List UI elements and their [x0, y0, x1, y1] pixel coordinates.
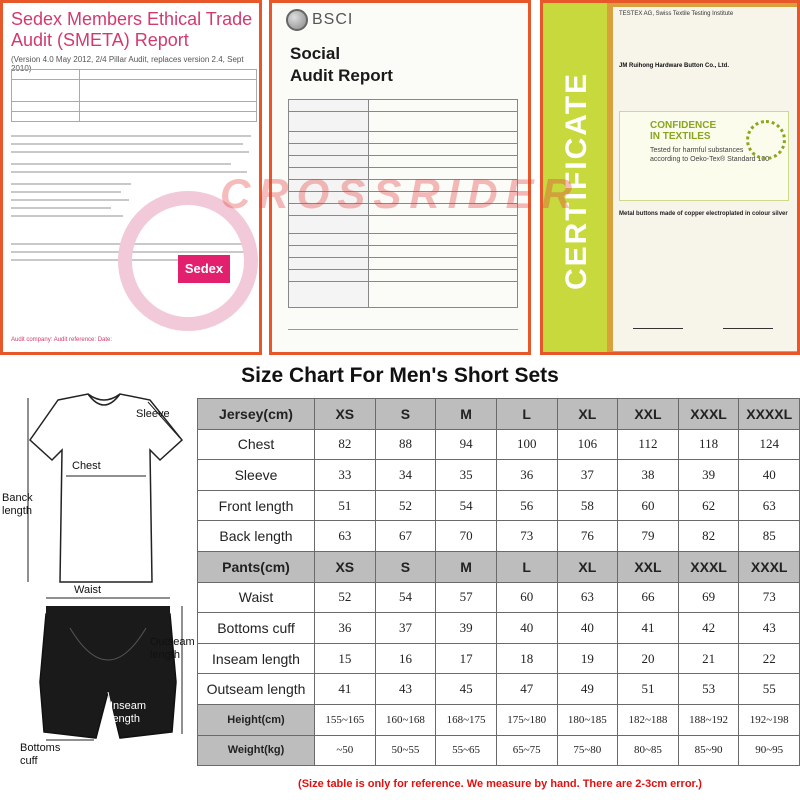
- size-cell: 106: [557, 429, 618, 460]
- size-cell: ~50: [315, 735, 376, 766]
- smeta-version: (Version 4.0 May 2012, 2/4 Pillar Audit, replaces version 2.4, Sept 2010): [11, 55, 244, 73]
- size-cell: 60: [618, 490, 679, 521]
- pants-row: [198, 582, 800, 613]
- size-note: (Size table is only for reference. We measure by hand. There are 2-3cm error.): [298, 778, 702, 790]
- jersey-row: [198, 429, 800, 460]
- size-cell: 45: [436, 674, 497, 705]
- size-cell: 54: [375, 582, 436, 613]
- size-cell: 100: [496, 429, 557, 460]
- oeko-description: Metal buttons made of copper electroplated in colour silver: [619, 211, 788, 217]
- size-cell: XXXXL: [739, 399, 800, 430]
- oeko-tex-certificate: [540, 0, 800, 355]
- back-length-label: Banck length: [2, 492, 33, 517]
- size-cell: 63: [315, 521, 376, 552]
- sleeve-label: Sleeve: [136, 408, 170, 420]
- size-cell: 155~165: [315, 704, 376, 735]
- size-cell: XL: [557, 399, 618, 430]
- oeko-flower-icon: [746, 120, 786, 160]
- size-cell: 40: [496, 613, 557, 644]
- garment-diagrams: [0, 392, 198, 792]
- size-cell: XXXL: [678, 551, 739, 582]
- bsci-footnote: [288, 329, 518, 349]
- size-cell: 85: [739, 521, 800, 552]
- size-cell: 75~80: [557, 735, 618, 766]
- bsci-logo-text: BSCI: [312, 11, 354, 28]
- chest-label: Chest: [72, 460, 101, 472]
- height-row: [198, 704, 800, 735]
- oeko-header: TESTEX AG, Swiss Textile Testing Institute: [619, 11, 734, 17]
- signature-right: [723, 319, 773, 329]
- size-cell: 73: [496, 521, 557, 552]
- row-label: Weight(kg): [198, 735, 315, 766]
- size-cell: 56: [496, 490, 557, 521]
- size-cell: 49: [557, 674, 618, 705]
- row-label: Chest: [198, 429, 315, 460]
- size-cell: 80~85: [618, 735, 679, 766]
- size-cell: 39: [678, 460, 739, 491]
- size-cell: 54: [436, 490, 497, 521]
- size-cell: 168~175: [436, 704, 497, 735]
- size-cell: XXL: [618, 551, 679, 582]
- size-cell: 20: [618, 643, 679, 674]
- size-cell: 35: [436, 460, 497, 491]
- size-cell: 85~90: [678, 735, 739, 766]
- size-cell: M: [436, 551, 497, 582]
- certificate-band-text: CERTIFICATE: [560, 71, 593, 291]
- bsci-title: [290, 43, 510, 87]
- brand-watermark: CROSSRIDER: [219, 170, 581, 217]
- size-cell: 55~65: [436, 735, 497, 766]
- size-cell: S: [375, 399, 436, 430]
- bsci-title-line1: Social: [290, 44, 341, 63]
- size-cell: 39: [436, 613, 497, 644]
- smeta-certificate: [0, 0, 262, 355]
- oeko-paper: [613, 7, 797, 351]
- size-table: [197, 398, 800, 766]
- size-cell: 66: [618, 582, 679, 613]
- size-cell: 118: [678, 429, 739, 460]
- size-cell: 82: [678, 521, 739, 552]
- row-label: Outseam length: [198, 674, 315, 705]
- jersey-row: [198, 490, 800, 521]
- size-cell: 79: [618, 521, 679, 552]
- confidence-line1: CONFIDENCE: [650, 120, 717, 131]
- bsci-logo: [286, 9, 353, 31]
- signature-left: [633, 319, 683, 329]
- size-cell: 90~95: [739, 735, 800, 766]
- size-cell: 22: [739, 643, 800, 674]
- pants-row: [198, 674, 800, 705]
- size-cell: 40: [739, 460, 800, 491]
- size-cell: 37: [375, 613, 436, 644]
- size-cell: 180~185: [557, 704, 618, 735]
- jersey-row: [198, 521, 800, 552]
- row-label: Bottoms cuff: [198, 613, 315, 644]
- size-cell: 182~188: [618, 704, 679, 735]
- size-cell: 42: [678, 613, 739, 644]
- size-cell: XS: [315, 399, 376, 430]
- size-cell: 55: [739, 674, 800, 705]
- size-cell: 36: [496, 460, 557, 491]
- outseam-label: Outseam length: [150, 636, 195, 661]
- size-cell: 124: [739, 429, 800, 460]
- size-cell: 40: [557, 613, 618, 644]
- bsci-title-line2: Audit Report: [290, 66, 393, 85]
- size-cell: 70: [436, 521, 497, 552]
- size-cell: 67: [375, 521, 436, 552]
- size-cell: 63: [557, 582, 618, 613]
- size-cell: 160~168: [375, 704, 436, 735]
- row-label: Jersey(cm): [198, 399, 315, 430]
- size-cell: 82: [315, 429, 376, 460]
- size-cell: 58: [557, 490, 618, 521]
- waist-label: Waist: [74, 584, 102, 596]
- size-chart-title: Size Chart For Men's Short Sets: [241, 364, 559, 387]
- size-cell: 21: [678, 643, 739, 674]
- size-cell: XXXL: [739, 551, 800, 582]
- size-cell: 15: [315, 643, 376, 674]
- size-cell: 43: [375, 674, 436, 705]
- size-cell: 65~75: [496, 735, 557, 766]
- size-cell: 47: [496, 674, 557, 705]
- size-cell: 60: [496, 582, 557, 613]
- bsci-certificate: [269, 0, 531, 355]
- size-cell: 69: [678, 582, 739, 613]
- bottoms-cuff-label: Bottoms cuff: [20, 742, 61, 767]
- size-cell: 34: [375, 460, 436, 491]
- size-cell: 33: [315, 460, 376, 491]
- jersey-drawing: [30, 394, 182, 582]
- row-label: Pants(cm): [198, 551, 315, 582]
- size-cell: 76: [557, 521, 618, 552]
- size-cell: 175~180: [496, 704, 557, 735]
- row-label: Sleeve: [198, 460, 315, 491]
- size-cell: L: [496, 551, 557, 582]
- size-cell: 52: [375, 490, 436, 521]
- row-label: Back length: [198, 521, 315, 552]
- size-cell: L: [496, 399, 557, 430]
- smeta-info-table: [11, 69, 257, 122]
- size-cell: XL: [557, 551, 618, 582]
- oeko-company: JM Ruihong Hardware Button Co., Ltd.: [619, 63, 729, 69]
- size-cell: 57: [436, 582, 497, 613]
- size-cell: 51: [618, 674, 679, 705]
- row-label: Waist: [198, 582, 315, 613]
- tested-line2: according to Oeko-Tex® Standard 100: [650, 156, 770, 163]
- globe-icon: [286, 9, 308, 31]
- size-cell: 18: [496, 643, 557, 674]
- size-cell: 51: [315, 490, 376, 521]
- size-cell: 94: [436, 429, 497, 460]
- size-cell: 62: [678, 490, 739, 521]
- size-cell: 63: [739, 490, 800, 521]
- inseam-label: Inseam length: [110, 700, 147, 725]
- size-cell: 53: [678, 674, 739, 705]
- size-cell: 37: [557, 460, 618, 491]
- jersey-row: [198, 460, 800, 491]
- pants-row: [198, 643, 800, 674]
- size-cell: 17: [436, 643, 497, 674]
- size-cell: 41: [618, 613, 679, 644]
- size-cell: 73: [739, 582, 800, 613]
- size-cell: 88: [375, 429, 436, 460]
- jersey-header-row: [198, 399, 800, 430]
- size-cell: 50~55: [375, 735, 436, 766]
- size-cell: S: [375, 551, 436, 582]
- tested-line1: Tested for harmful substances: [650, 147, 744, 154]
- pants-row: [198, 613, 800, 644]
- size-cell: 43: [739, 613, 800, 644]
- size-cell: 41: [315, 674, 376, 705]
- sedex-logo: Sedex: [178, 255, 230, 283]
- size-cell: 52: [315, 582, 376, 613]
- row-label: Front length: [198, 490, 315, 521]
- size-cell: 16: [375, 643, 436, 674]
- row-label: Height(cm): [198, 704, 315, 735]
- size-cell: M: [436, 399, 497, 430]
- smeta-title: Sedex Members Ethical Trade Audit (SMETA) Report: [11, 9, 253, 50]
- size-cell: 36: [315, 613, 376, 644]
- oeko-tex-label: [619, 111, 789, 201]
- size-cell: XS: [315, 551, 376, 582]
- size-cell: 188~192: [678, 704, 739, 735]
- pants-header-row: [198, 551, 800, 582]
- size-cell: 38: [618, 460, 679, 491]
- confidence-text: [650, 120, 716, 142]
- size-cell: 112: [618, 429, 679, 460]
- size-cell: XXL: [618, 399, 679, 430]
- confidence-line2: IN TEXTILES: [650, 131, 711, 142]
- size-cell: 19: [557, 643, 618, 674]
- size-cell: XXXL: [678, 399, 739, 430]
- bsci-table: [288, 99, 518, 308]
- size-cell: 192~198: [739, 704, 800, 735]
- row-label: Inseam length: [198, 643, 315, 674]
- smeta-footer: Audit company: Audit reference: Date:: [11, 337, 113, 343]
- weight-row: [198, 735, 800, 766]
- shorts-drawing: [40, 606, 176, 738]
